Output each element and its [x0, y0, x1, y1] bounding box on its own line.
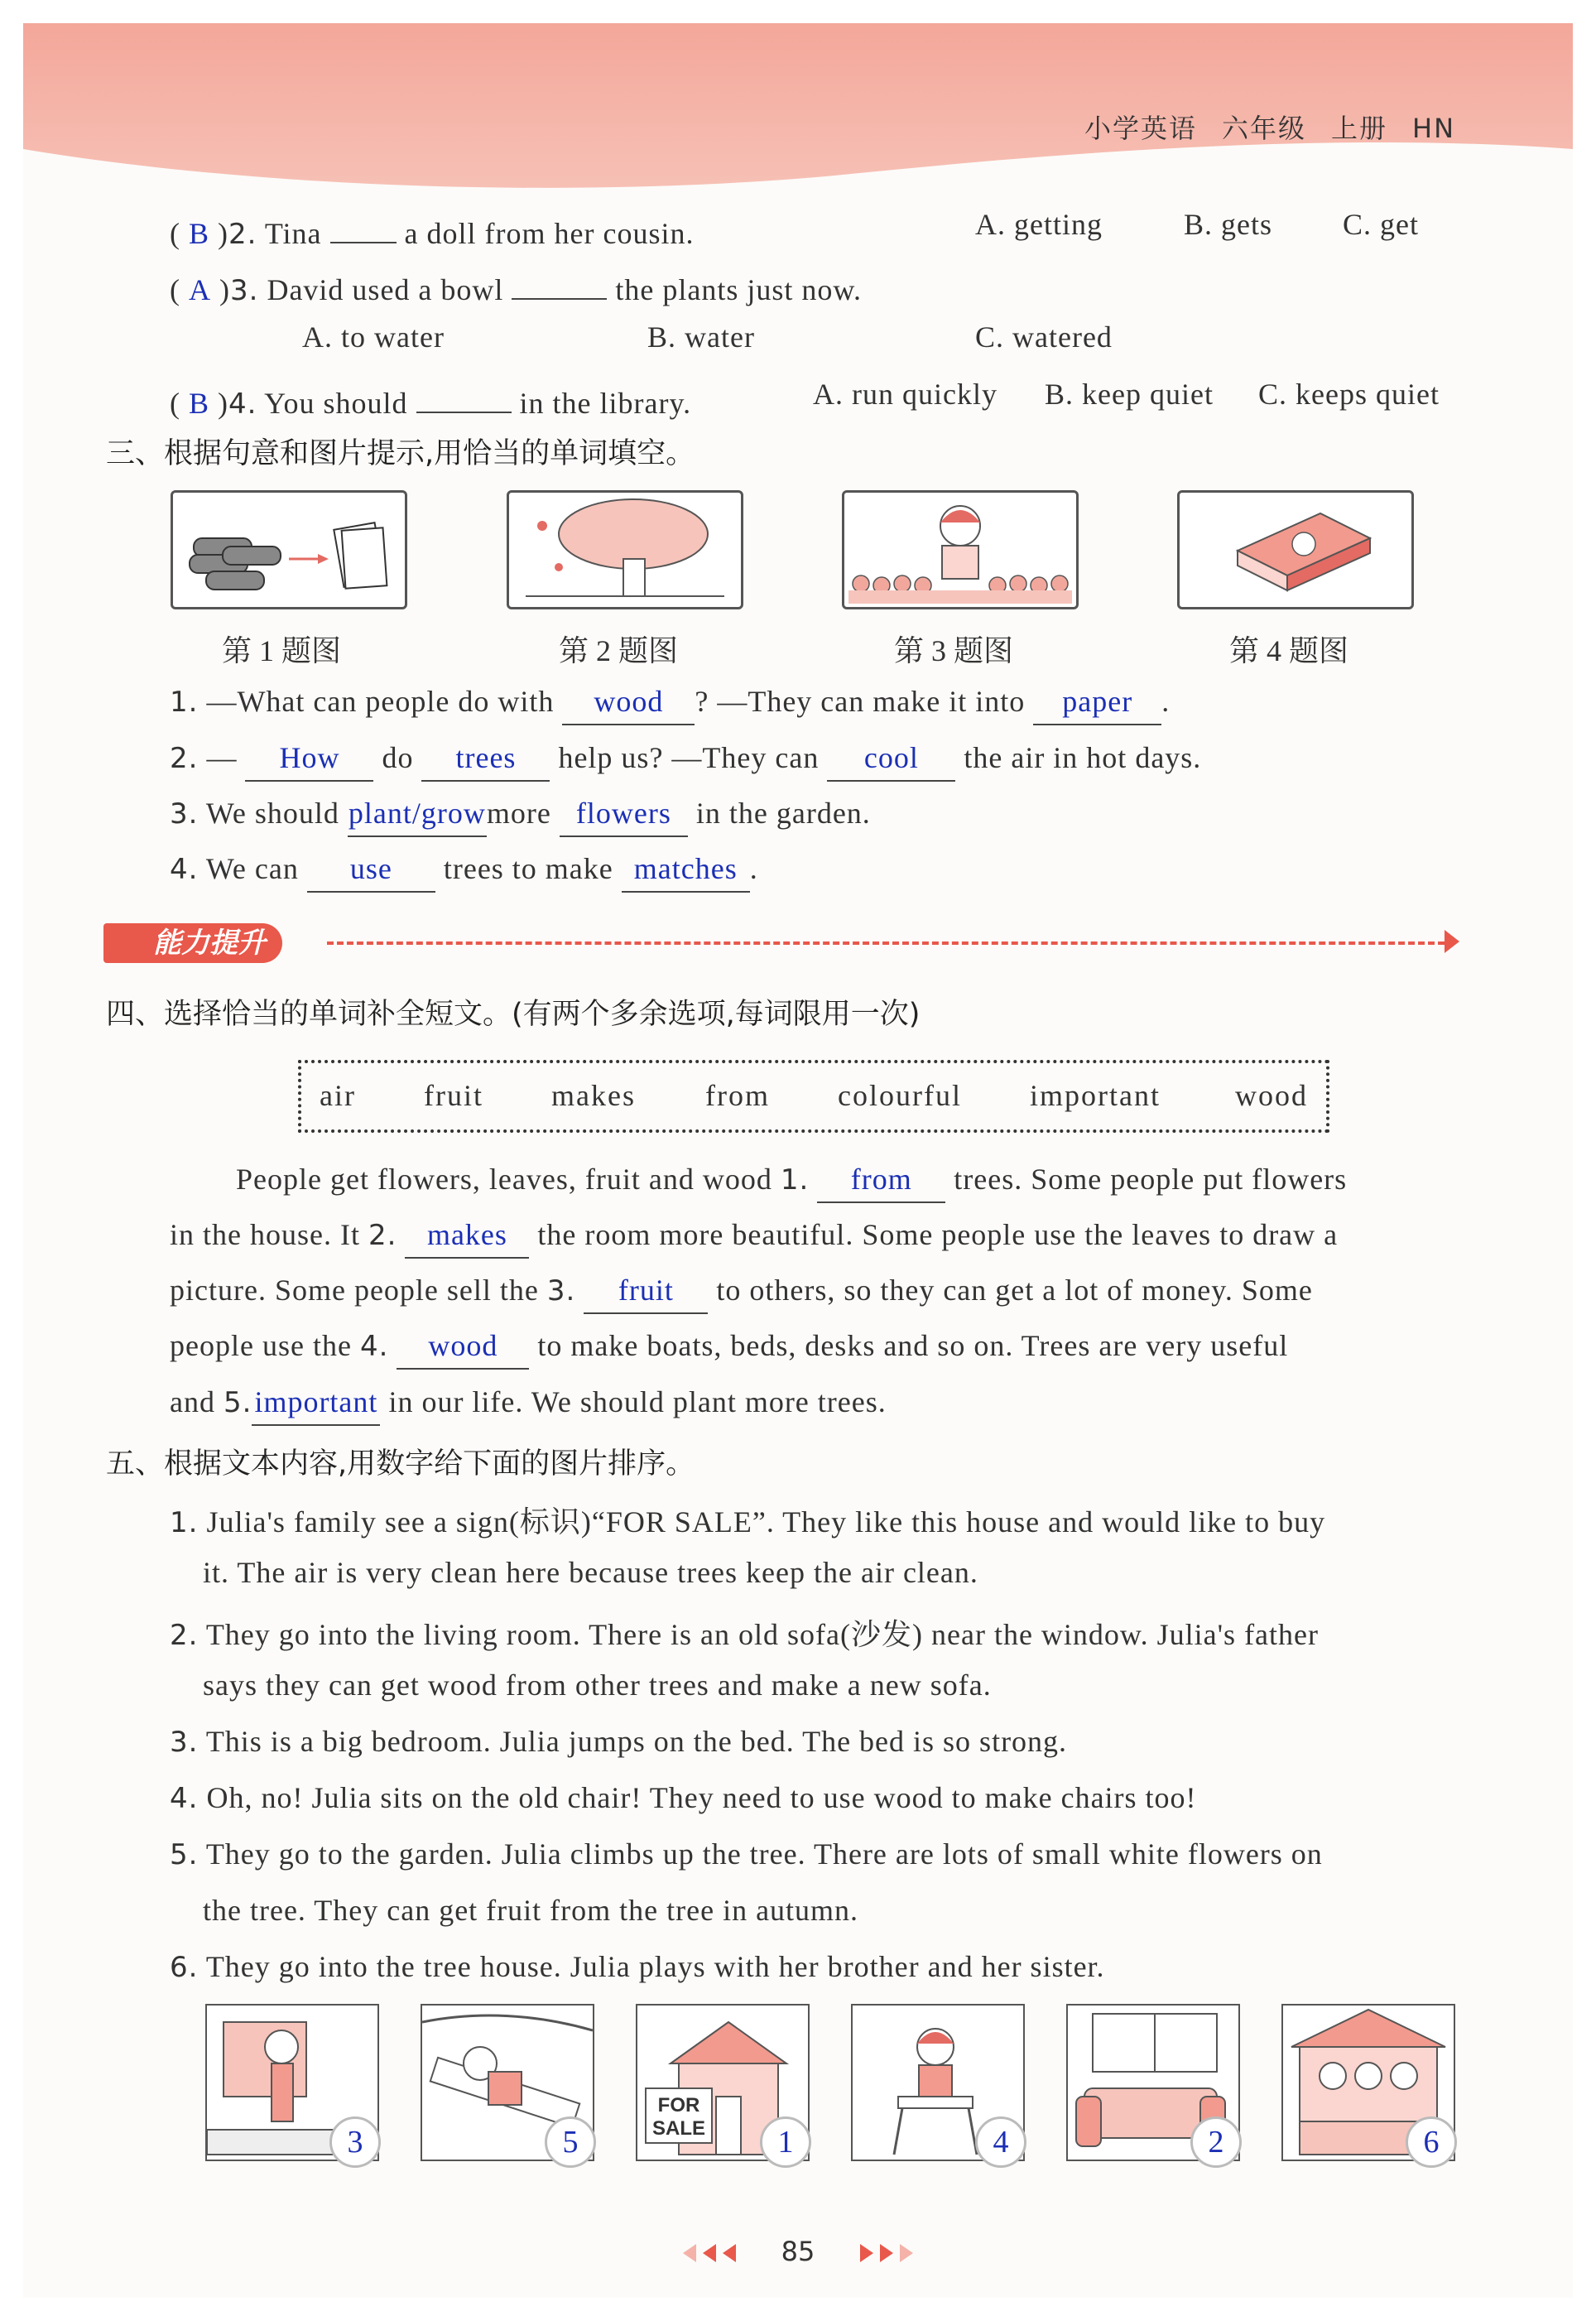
- picture-caption: 第 4 题图: [1229, 634, 1349, 667]
- edition-label: HN: [1412, 113, 1455, 144]
- mc-text: in the library.: [519, 387, 692, 420]
- grade-label: 六年级: [1221, 113, 1306, 144]
- picture-caption: 第 2 题图: [559, 634, 679, 667]
- mc-answer: B: [189, 387, 210, 420]
- word-option: important: [1030, 1079, 1161, 1112]
- mc-text: the plants just now.: [615, 273, 863, 306]
- mc-option: A. run quickly: [813, 378, 997, 411]
- passage-line-1: People get flowers, leaves, fruit and wood 1. from trees. Some people put flowers: [236, 1162, 1347, 1203]
- story-item-3: 3. This is a big bedroom. Julia jumps on the bed. The bed is so strong.: [170, 1725, 1068, 1759]
- book-label: [1060, 108, 1455, 146]
- mc-option: B. keep quiet: [1045, 378, 1214, 411]
- sign-text: FOR: [657, 2094, 700, 2116]
- mc-question-2: ( B )2. Tina a doll from her cousin.: [170, 207, 694, 251]
- mc-blank: [330, 207, 397, 243]
- passage-line-4: people use the 4. wood to make boats, beds, desks and so on. Trees are very useful: [170, 1328, 1288, 1370]
- mc-text: David used a bowl: [267, 273, 504, 306]
- story-item-1-cont: it. The air is very clean here because trees keep the air clean.: [203, 1556, 978, 1589]
- picture-gardening-girl: [842, 490, 1079, 609]
- mc-question-3: ( A )3. David used a bowl the plants just now.: [170, 263, 862, 307]
- sign-text: SALE: [651, 2117, 706, 2140]
- story-item-5-cont: the tree. They can get fruit from the tree in autumn.: [203, 1894, 859, 1927]
- section-5-title: 五、根据文本内容,用数字给下面的图片排序。: [106, 1447, 695, 1481]
- fill-question-2: 2. — How do trees help us? —They can cool the air in hot days.: [170, 740, 1201, 782]
- mc-answer: B: [189, 217, 210, 250]
- story-item-5: 5. They go to the garden. Julia climbs up the tree. There are lots of small white flowers on: [170, 1837, 1323, 1871]
- arrow-right-icon: [880, 2244, 893, 2262]
- section-4-title: 四、选择恰当的单词补全短文。(有两个多余选项,每词限用一次): [106, 998, 921, 1031]
- picture-caption: 第 1 题图: [222, 634, 342, 667]
- mc-question-4: ( B )4. You should in the library.: [170, 377, 691, 421]
- mc-option: C. watered: [975, 320, 1113, 354]
- mc-option: C. keeps quiet: [1258, 378, 1440, 411]
- volume-label: 上册: [1330, 113, 1387, 144]
- answer-blank: paper: [1033, 689, 1161, 725]
- subject-label: 小学英语: [1084, 113, 1197, 144]
- mc-text: a doll from her cousin.: [404, 217, 695, 250]
- answer-blank: How: [245, 745, 373, 782]
- mc-blank: [512, 263, 607, 300]
- mc-answer: A: [189, 273, 211, 306]
- word-option: air: [320, 1079, 356, 1112]
- picture-matchbox: [1177, 490, 1414, 609]
- answer-blank: makes: [405, 1222, 529, 1259]
- answer-blank: flowers: [560, 801, 688, 837]
- order-number: 4: [975, 2116, 1026, 2168]
- mc-blank: [416, 377, 512, 413]
- answer-blank: cool: [827, 745, 955, 782]
- answer-blank: wood: [562, 689, 695, 725]
- answer-blank: trees: [421, 745, 550, 782]
- picture-wood-to-paper: [171, 490, 407, 609]
- order-number: 1: [760, 2116, 811, 2168]
- answer-blank: fruit: [584, 1278, 708, 1314]
- answer-blank: use: [307, 856, 435, 893]
- word-option: colourful: [838, 1079, 962, 1112]
- word-option: wood: [1235, 1079, 1308, 1112]
- answer-blank: important: [252, 1389, 380, 1426]
- answer-blank: plant/grow: [348, 801, 487, 837]
- order-number: 2: [1190, 2116, 1242, 2168]
- mc-option: C. get: [1343, 208, 1419, 241]
- word-option: makes: [551, 1079, 636, 1112]
- order-number: 3: [329, 2116, 381, 2168]
- word-option: fruit: [424, 1079, 483, 1112]
- fill-question-3: 3. We should plant/growmore flowers in the garden.: [170, 796, 871, 837]
- answer-blank: wood: [397, 1333, 529, 1370]
- arrow-left-icon: [703, 2244, 716, 2262]
- page-footer: [0, 2236, 1596, 2267]
- mc-option: A. to water: [302, 320, 445, 354]
- story-item-1: 1. Julia's family see a sign(标识)“FOR SALE”. They like this house and would like to buy: [170, 1505, 1326, 1539]
- story-item-6: 6. They go into the tree house. Julia plays with her brother and her sister.: [170, 1950, 1105, 1984]
- passage-line-5: and 5.important in our life. We should plant more trees.: [170, 1384, 887, 1426]
- banner-dashed-line: [327, 941, 1445, 945]
- fill-question-4: 4. We can use trees to make matches .: [170, 851, 758, 893]
- mc-option: B. gets: [1184, 208, 1273, 241]
- arrow-right-icon: [900, 2244, 913, 2262]
- passage-line-2: in the house. It 2. makes the room more beautiful. Some people use the leaves to draw a: [170, 1217, 1338, 1259]
- arrow-right-icon: [860, 2244, 873, 2262]
- arrow-left-icon: [683, 2244, 696, 2262]
- mc-text: You should: [264, 387, 408, 420]
- passage-line-3: picture. Some people sell the 3. fruit to others, so they can get a lot of money. Some: [170, 1273, 1313, 1314]
- mc-option: B. water: [647, 320, 755, 354]
- section-3-title: 三、根据句意和图片提示,用恰当的单词填空。: [106, 437, 695, 470]
- page-number: 85: [781, 2236, 815, 2267]
- word-option: from: [705, 1079, 770, 1112]
- story-item-2: 2. They go into the living room. There is an old sofa(沙发) near the window. Julia's father: [170, 1618, 1320, 1652]
- story-item-4: 4. Oh, no! Julia sits on the old chair! They need to use wood to make chairs too!: [170, 1781, 1197, 1815]
- story-item-2-cont: says they can get wood from other trees and make a new sofa.: [203, 1669, 992, 1702]
- word-bank: [298, 1060, 1329, 1133]
- arrow-left-icon: [723, 2244, 736, 2262]
- fill-question-1: 1. —What can people do with wood ? —They can make it into paper .: [170, 684, 1170, 725]
- banner-label: 能力提升: [103, 923, 282, 963]
- banner-arrow-icon: [1445, 930, 1459, 953]
- mc-option: A. getting: [975, 208, 1103, 241]
- mc-text: Tina: [264, 217, 322, 250]
- picture-caption: 第 3 题图: [894, 634, 1014, 667]
- order-number: 5: [545, 2116, 596, 2168]
- answer-blank: from: [817, 1167, 945, 1203]
- picture-tree: [507, 490, 743, 609]
- ability-banner: [103, 923, 1469, 963]
- order-number: 6: [1406, 2116, 1457, 2168]
- answer-blank: matches: [622, 856, 750, 893]
